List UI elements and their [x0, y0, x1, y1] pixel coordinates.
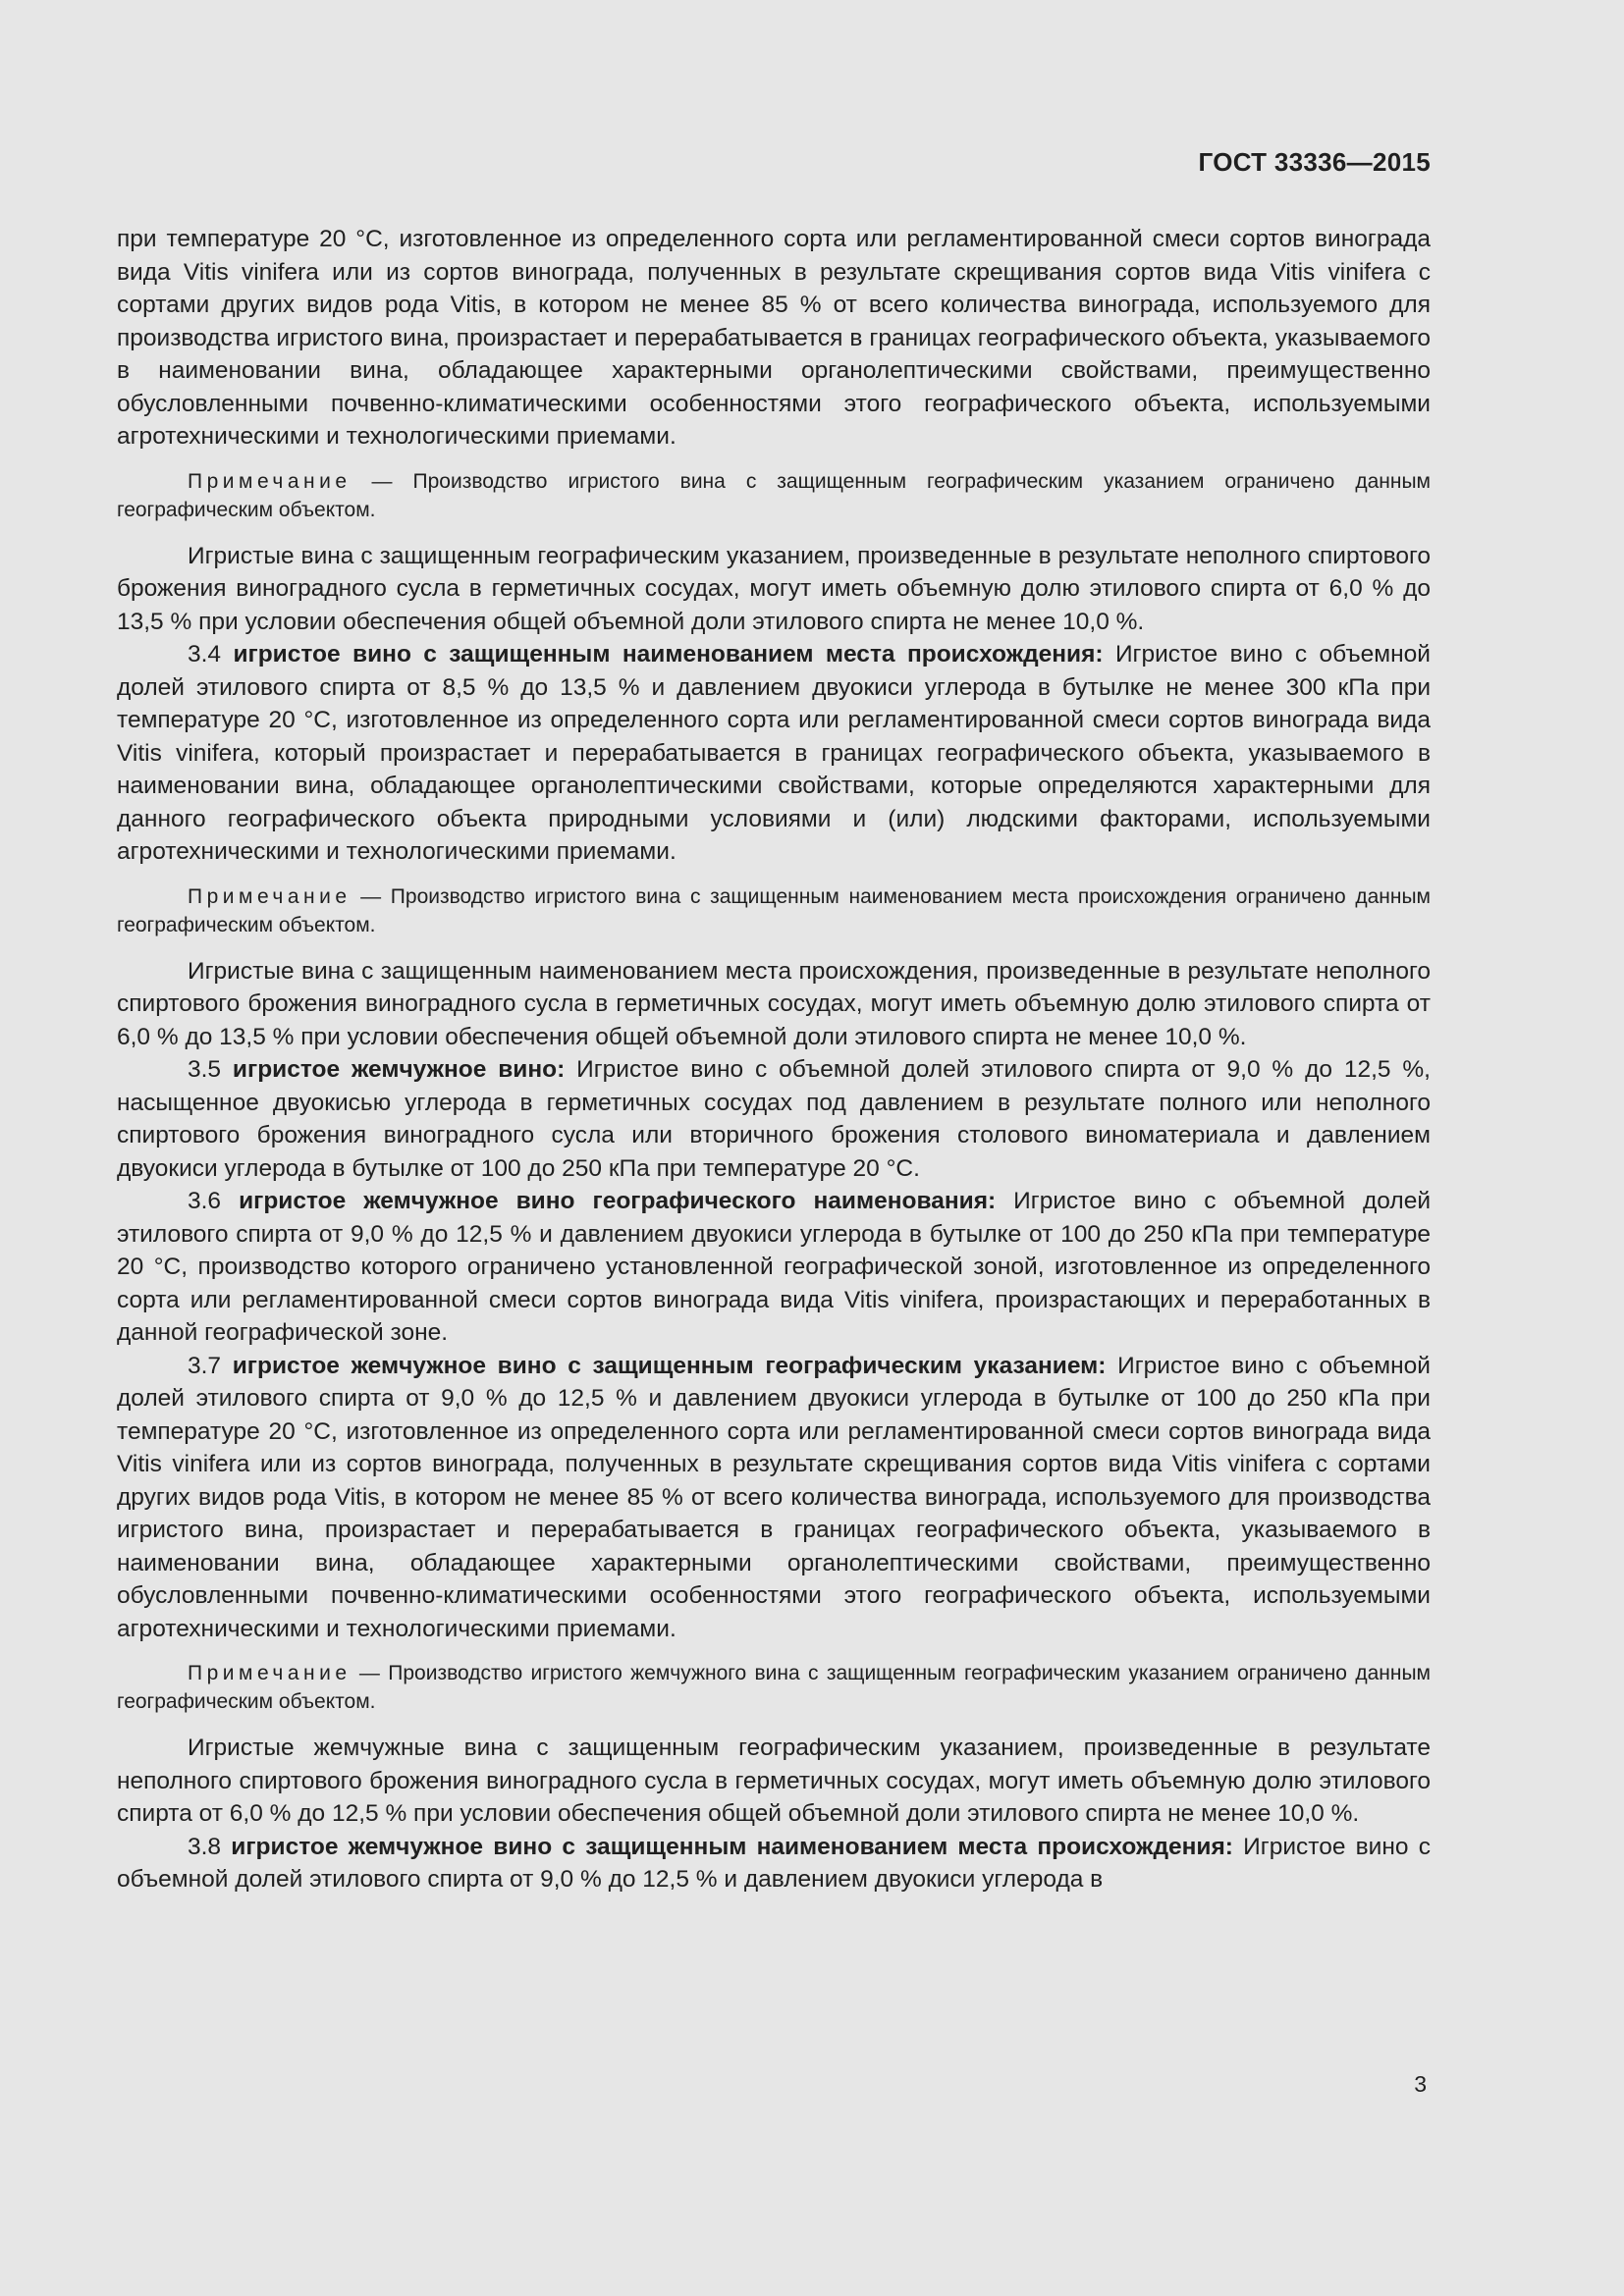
defined-term: игристое жемчужное вино с защищенным географическим указанием:: [232, 1352, 1107, 1379]
definition-text: Игристое вино с объемной долей этилового спирта от 9,0 % до 12,5 % и давлением двуокиси углерода в бутылке от 100 до 250 кПа при температуре 20 °С, изготовленное из определенного сорта или регламентированной смеси сортов винограда вида Vitis vinifera или из сортов винограда, полученных в результате скрещивания сортов вида Vitis vinifera с сортами других видов рода Vitis, в котором не менее 85 % от всего количества винограда, используемого для производства игристого вина, произрастает и перерабатывается в границах географического объекта, указываемого в наименовании вина, обладающее характерными органолептическими свойствами, преимущественно обусловленными почвенно-климатическими особенностями этого географического объекта, используемыми агротехническими и технологическими приемами.: [117, 1352, 1431, 1642]
definition-text: Игристое вино с объемной долей этилового спирта от 9,0 % до 12,5 % и давлением двуокиси углерода в: [117, 1833, 1431, 1893]
definition-3-5: [117, 1053, 1431, 1185]
clause-number: 3.4: [188, 641, 234, 667]
note-label: Примечание: [188, 1662, 352, 1684]
document-header: ГОСТ 33336—2015: [1198, 147, 1431, 177]
definition-text: Игристое вино с объемной долей этилового спирта от 9,0 % до 12,5 % и давлением двуокиси углерода в бутылке от 100 до 250 кПа при температуре 20 °С, производство которого ограничено установленной географической зоной, изготовленное из определенного сорта или регламентированной смеси сортов винограда вида Vitis vinifera, произрастающих и переработанных в данной географической зоне.: [117, 1188, 1432, 1346]
paragraph-pgi-pearl: Игристые жемчужные вина с защищенным географическим указанием, произведенные в результате неполного спиртового брожения виноградного сусла в герметичных сосудах, могут иметь объемную долю этилового спирта от 6,0 % до 12,5 % при условии обеспечения общей объемной доли этилового спирта не менее 10,0 %.: [117, 1735, 1431, 1827]
definition-3-8: [117, 1831, 1431, 1896]
defined-term: игристое вино с защищенным наименованием места происхождения:: [233, 641, 1104, 667]
note-2: [117, 882, 1431, 939]
definition-3-7: [117, 1350, 1431, 1646]
note-label: Примечание: [188, 469, 352, 493]
clause-number: 3.5: [188, 1056, 233, 1083]
paragraph-pgi-sparkling: Игристые вина с защищенным географическим указанием, произведенные в результате неполного спиртового брожения виноградного сусла в герметичных сосудах, могут иметь объемную долю этилового спирта от 6,0 % до 13,5 % при условии обеспечения общей объемной доли этилового спирта не менее 10,0 %.: [117, 542, 1431, 635]
definition-3-6: [117, 1185, 1431, 1350]
clause-number: 3.7: [188, 1352, 233, 1379]
definition-text: Игристое вино с объемной долей этилового спирта от 8,5 % до 13,5 % и давлением двуокиси углерода в бутылке не менее 300 кПа при температуре 20 °С, изготовленное из определенного сорта или регламентированной смеси сортов винограда вида Vitis vinifera, который произрастает и перерабатывается в границах географического объекта, указываемого в наименовании вина, обладающее органолептическими свойствами, которые определяются характерными для данного географического объекта природными условиями и (или) людскими факторами, используемыми агротехническими и технологическими приемами.: [117, 641, 1431, 865]
defined-term: игристое жемчужное вино:: [232, 1056, 566, 1083]
note-1: [117, 467, 1431, 524]
note-text: — Производство игристого жемчужного вина с защищенным географическим указанием ограничено данным географическим объектом.: [117, 1662, 1431, 1713]
defined-term: игристое жемчужное вино с защищенным наименованием места происхождения:: [231, 1833, 1233, 1860]
paragraph-continuation: при температуре 20 °С, изготовленное из определенного сорта или регламентированной смеси сортов винограда вида Vitis vinifera или из сортов винограда, полученных в результате скрещивания сортов вида Vitis vinifera с сортами других видов рода Vitis, в котором не менее 85 % от всего количества винограда, используемого для производства игристого вина, произрастает и перерабатывается в границах географического объекта, указываемого в наименовании вина, обладающее характерными органолептическими свойствами, преимущественно обусловленными почвенно-климатическими особенностями этого географического объекта, используемыми агротехническими и технологическими приемами.: [117, 226, 1431, 450]
note-text: — Производство игристого вина с защищенным наименованием места происхождения ограничено данным географическим объектом.: [117, 884, 1431, 936]
note-text: — Производство игристого вина с защищенным географическим указанием ограничено данным географическим объектом.: [117, 469, 1431, 521]
note-label: Примечание: [188, 884, 352, 908]
paragraph-pdo-sparkling: Игристые вина с защищенным наименованием места происхождения, произведенные в результате неполного спиртового брожения виноградного сусла в герметичных сосудах, могут иметь объемную долю этилового спирта от 6,0 % до 13,5 % при условии обеспечения общей объемной доли этилового спирта не менее 10,0 %.: [117, 957, 1431, 1050]
defined-term: игристое жемчужное вино географического наименования:: [239, 1188, 997, 1214]
definition-text: Игристое вино с объемной долей этилового спирта от 9,0 % до 12,5 %, насыщенное двуокисью углерода в герметичных сосудах под давлением в результате полного или неполного спиртового брожения виноградного сусла или вторичного брожения столового виноматериала и давлением двуокиси углерода в бутылке от 100 до 250 кПа при температуре 20 °С.: [117, 1056, 1431, 1182]
definition-3-4: [117, 638, 1431, 869]
clause-number: 3.6: [188, 1188, 240, 1214]
clause-number: 3.8: [188, 1833, 232, 1860]
note-3: [117, 1659, 1431, 1716]
document-body: [117, 223, 1431, 1896]
page-number: 3: [1414, 2071, 1427, 2097]
